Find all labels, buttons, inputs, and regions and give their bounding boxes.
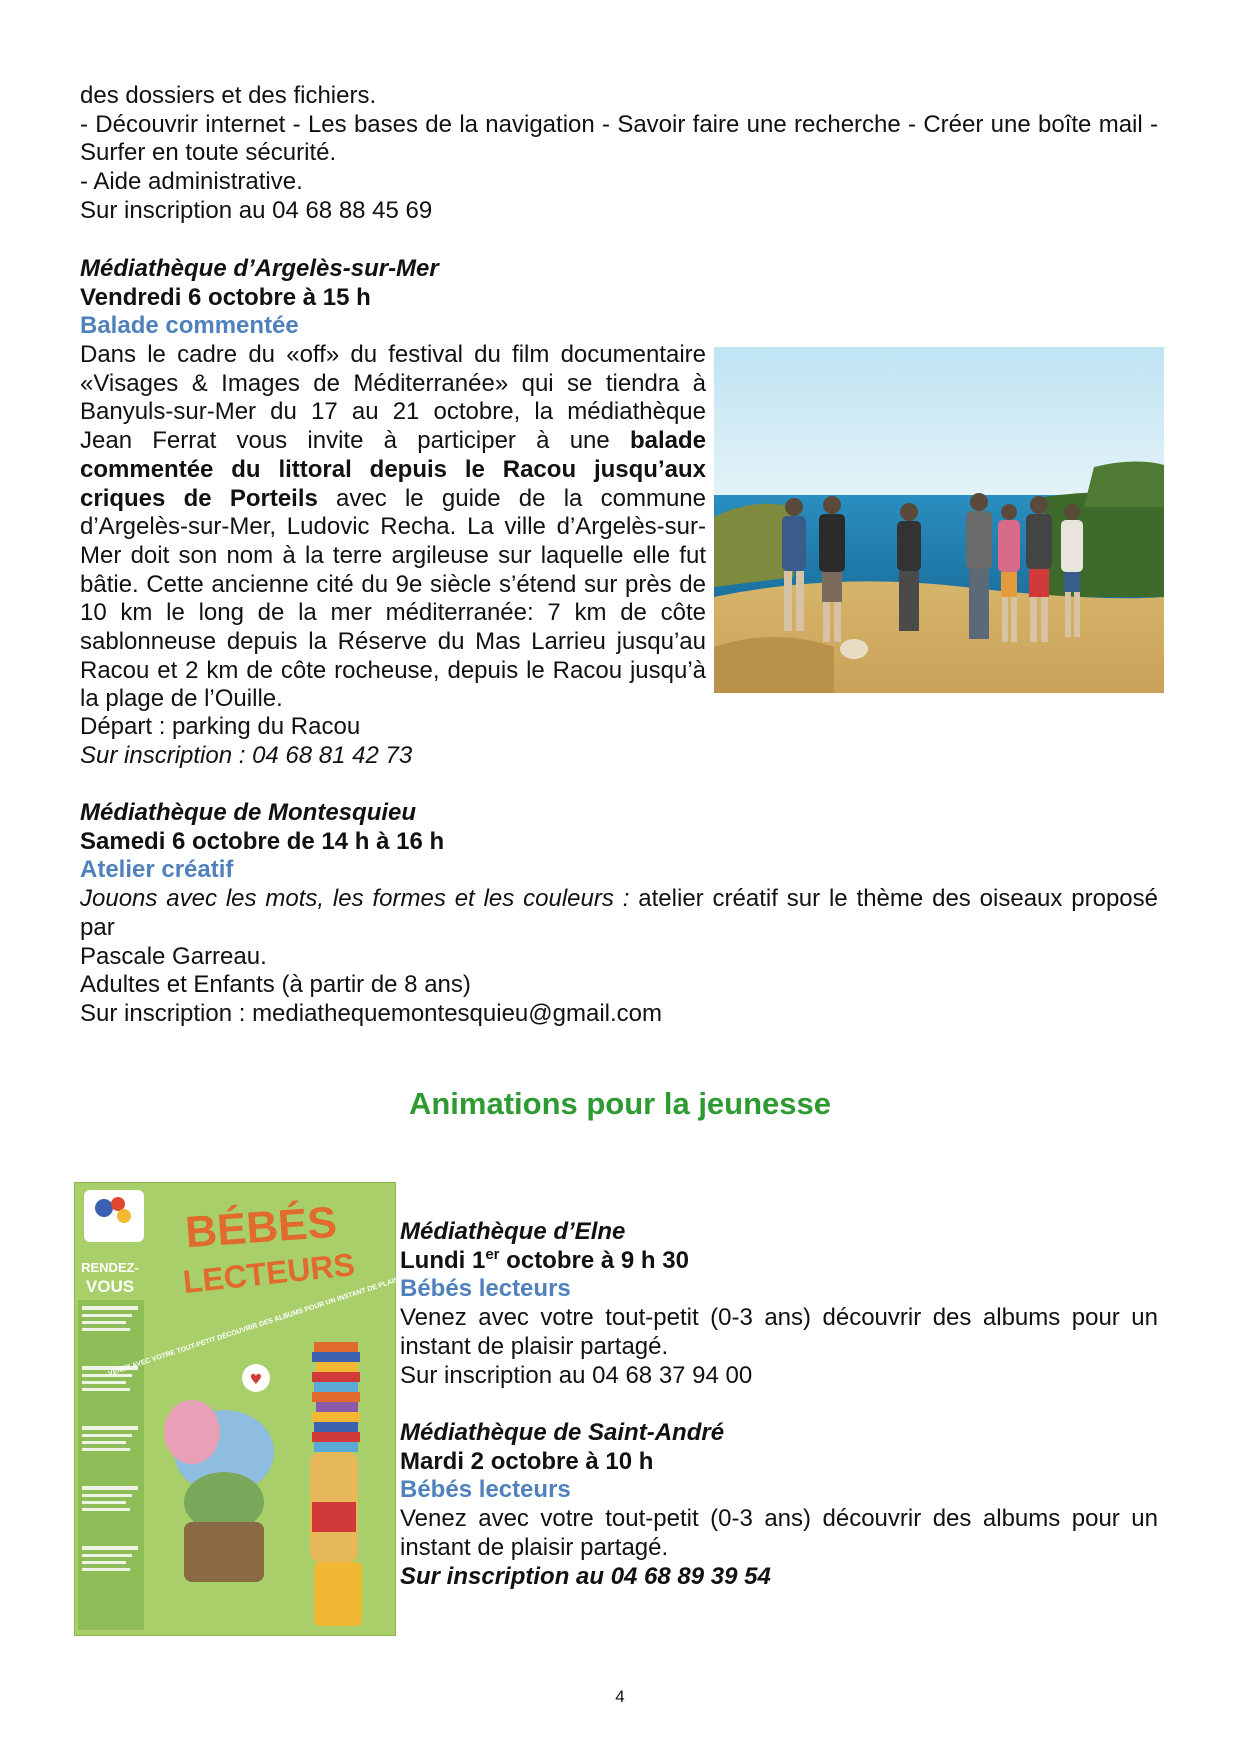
event-description-name: Pascale Garreau. [80,942,267,970]
venue-title: Médiathèque d’Argelès-sur-Mer [80,255,439,282]
venue-title: Médiathèque d’Elne [400,1218,626,1245]
venue-title: Médiathèque de Montesquieu [80,799,417,826]
event-description: Venez avec votre tout-petit (0-3 ans) découvrir des albums pour un instant de plaisir partagé. [400,1505,1158,1561]
event-date: Vendredi 6 octobre à 15 h [80,283,371,311]
intro-line: - Découvrir internet - Les bases de la navigation - Savoir faire une recherche - Créer une boîte mail - Surfer en toute sécurité. [80,110,1158,167]
event-saint-andre [400,1419,1158,1591]
poster-title-2: LECTEURS [181,1246,357,1300]
event-registration: Sur inscription au 04 68 89 39 54 [400,1562,771,1590]
poster-rendezvous-1: RENDEZ- [81,1260,139,1275]
event-category: Balade commentée [80,312,299,340]
intro-line: - Aide administrative. [80,168,303,196]
event-registration: Sur inscription au 04 68 37 94 00 [400,1361,753,1389]
event-argeles-description [80,341,706,714]
poster-title-1: BÉBÉS [183,1197,339,1258]
coastal-walk-photo [714,347,1164,693]
event-description: Jouons avec les mots, les formes et les couleurs : atelier créatif sur le thème des oiseaux proposé par [80,885,1159,941]
event-description: Venez avec votre tout-petit (0-3 ans) découvrir des albums pour un instant de plaisir partagé. [400,1304,1158,1360]
event-date: Lundi 1er octobre à 9 h 30 [400,1245,689,1274]
page-number: 4 [615,1687,625,1706]
poster-rendezvous-2: VOUS [85,1277,135,1296]
event-departure: Départ : parking du Racou [80,713,361,740]
event-audience: Adultes et Enfants (à partir de 8 ans) [80,971,471,999]
event-description: Dans le cadre du «off» du festival du film documentaire «Visages & Images de Méditerranée» qui se tiendra à Banyuls-sur-Mer du 17 au 21 octobre, la médiathèque Jean Ferrat vous invite à participer à une balade commentée du littoral depuis le Racou jusqu’aux criques de Porteils avec le guide de la commune d’Argelès-sur-Mer, Ludovic Recha. La ville d’Argelès-sur-Mer doit son nom à la terre argileuse sur laquelle elle fut bâtie. Cette ancienne cité du 9e siècle s’étend sur près de 10 km le long de la mer méditerranée: 7 km de côte sablonneuse depuis la Réserve du Mas Larrieu jusqu’au Racou et 2 km de côte rocheuse, depuis le Racou jusqu’à la plage de l’Ouille. [80,341,706,713]
event-date: Mardi 2 octobre à 10 h [400,1447,654,1475]
event-category: Atelier créatif [80,856,234,884]
event-montesquieu [80,799,1158,1029]
intro-line: des dossiers et des fichiers. [80,82,377,109]
event-date: Samedi 6 octobre de 14 h à 16 h [80,827,445,855]
event-argeles-footer [80,713,1158,770]
event-elne [400,1218,1158,1390]
section-title: Animations pour la jeunesse [408,1086,832,1121]
venue-title: Médiathèque de Saint-André [400,1419,725,1446]
svg-text:♥: ♥ [249,1372,263,1388]
event-category: Bébés lecteurs [400,1275,571,1303]
event-category: Bébés lecteurs [400,1476,571,1504]
bebes-lecteurs-poster [74,1182,396,1636]
event-argeles-header [80,255,1158,341]
event-registration: Sur inscription : mediathequemontesquieu@gmail.com [80,999,662,1027]
event-registration: Sur inscription : 04 68 81 42 73 [80,741,413,769]
intro-registration: Sur inscription au 04 68 88 45 69 [80,196,433,224]
intro-block [80,82,1158,226]
